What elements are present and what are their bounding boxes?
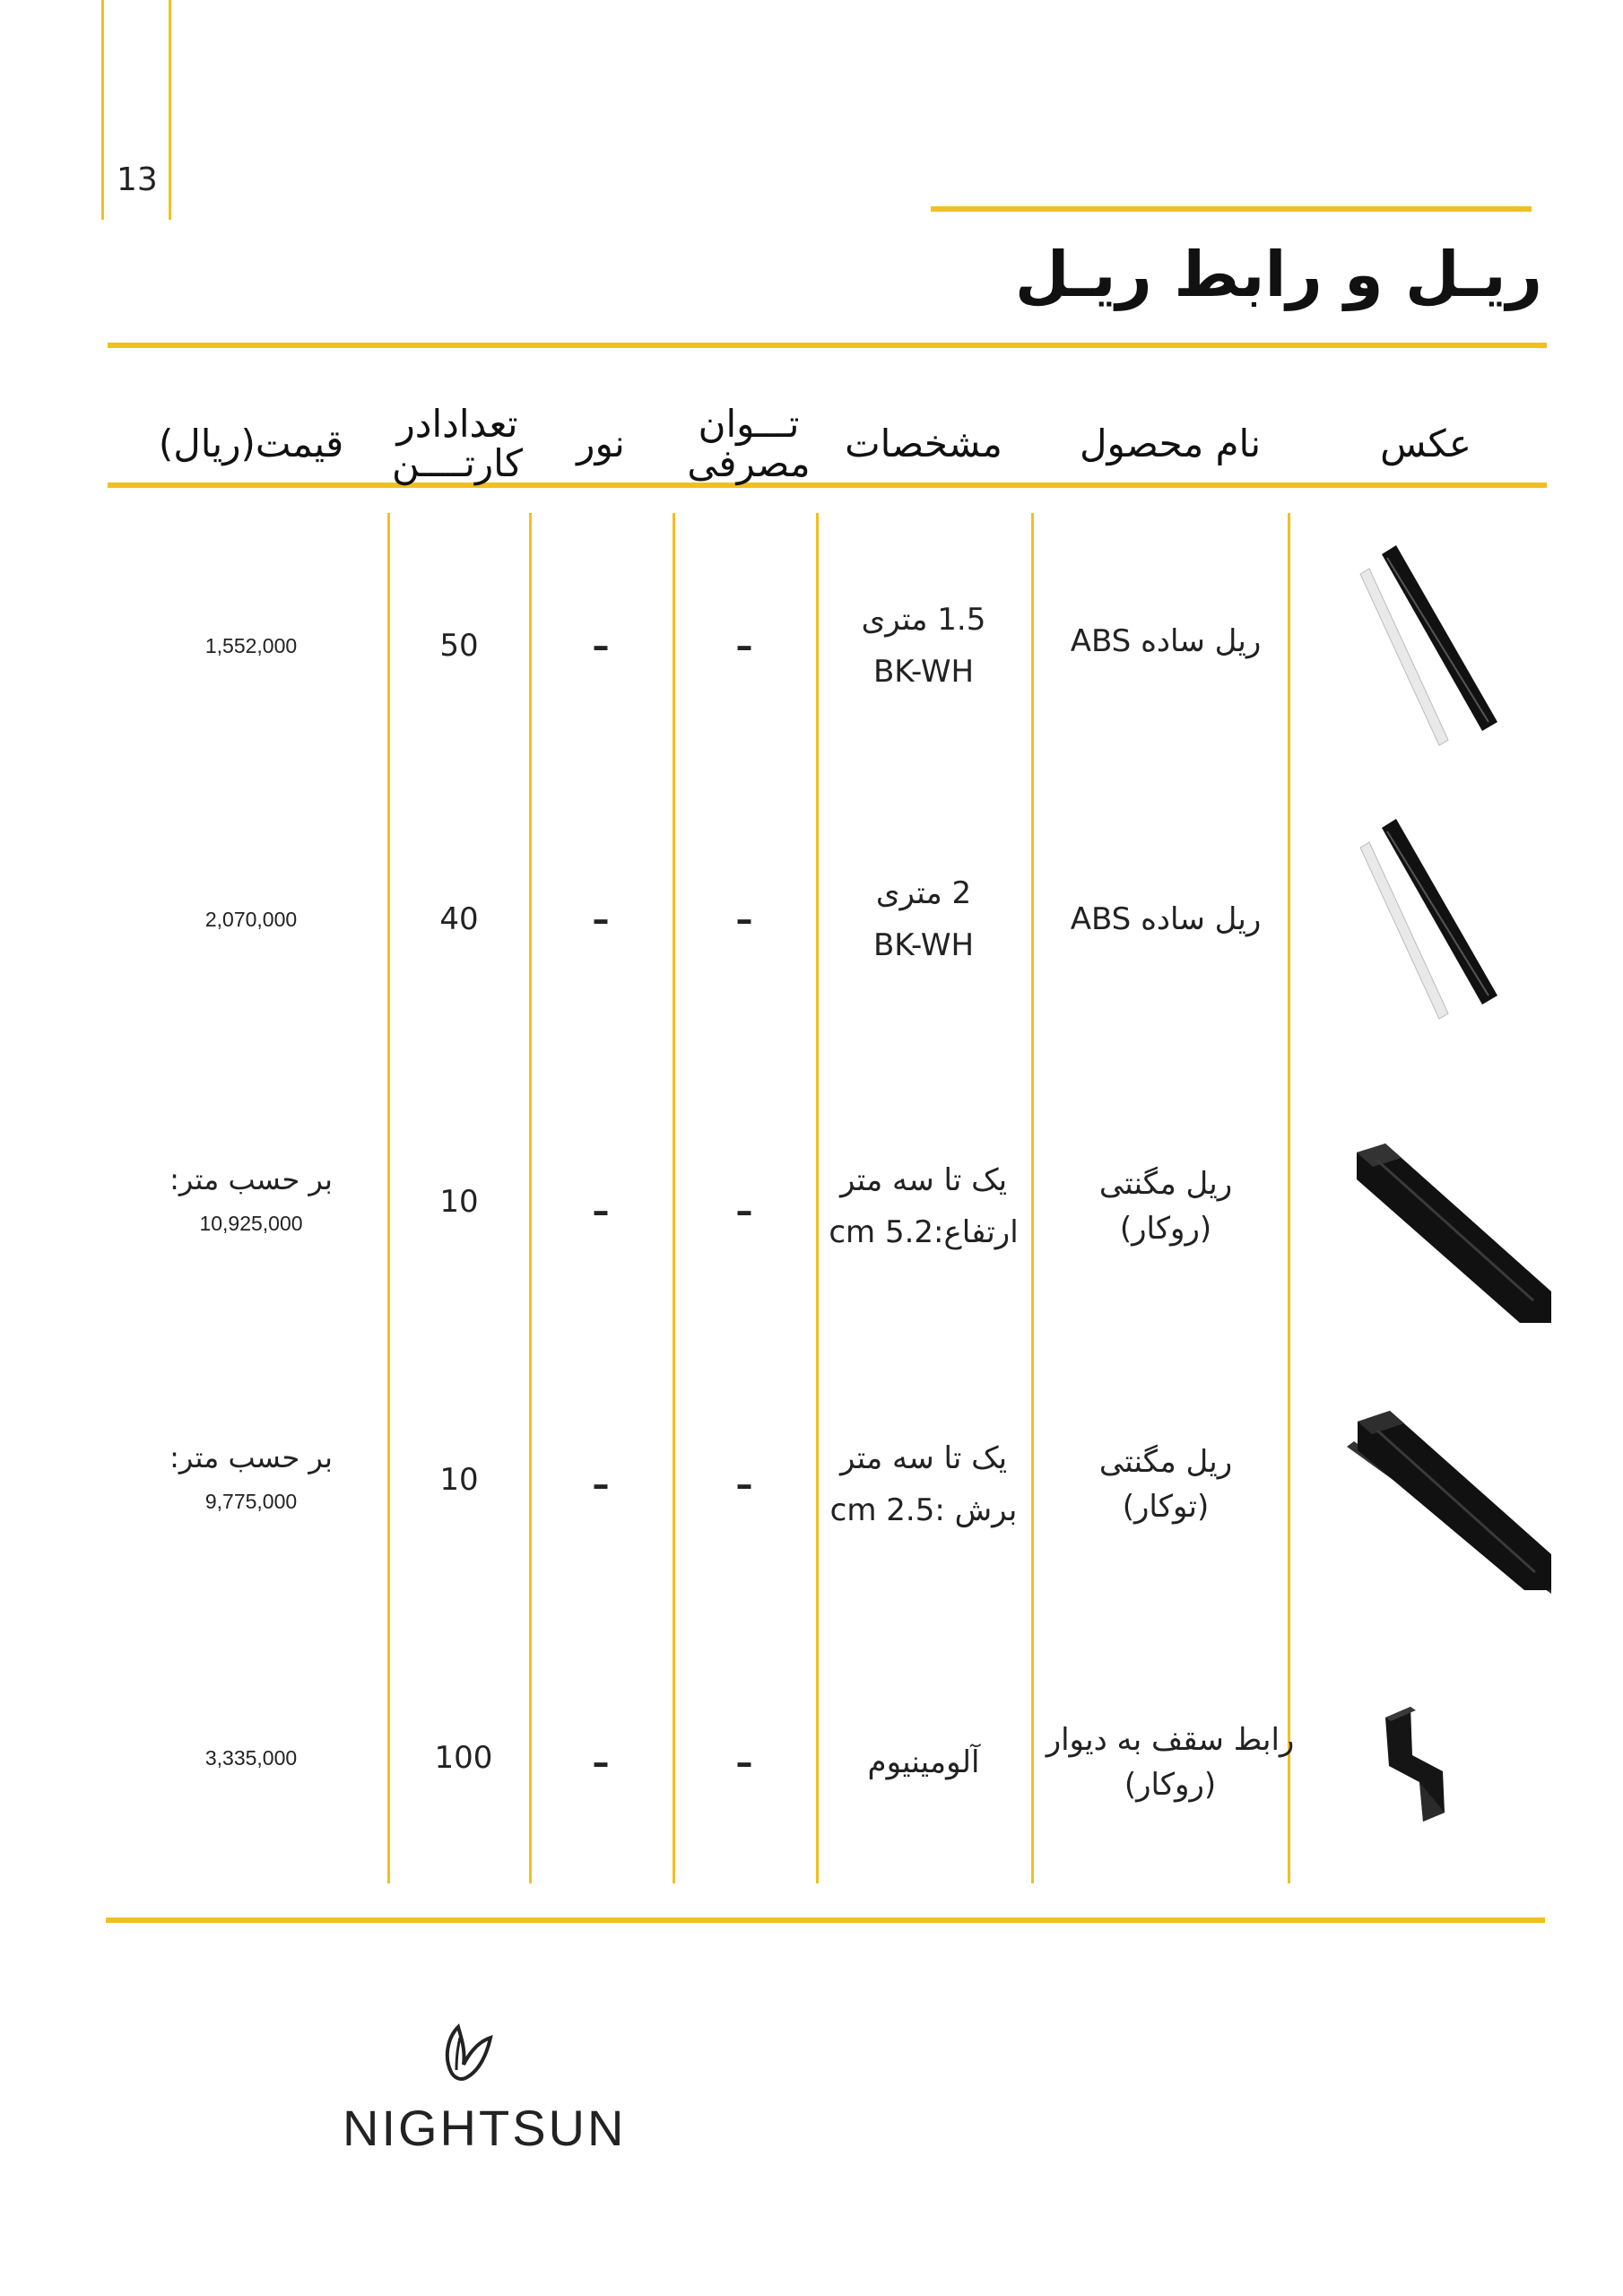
magnetic-rail-recessed-icon bbox=[1345, 1404, 1556, 1605]
row-3-spec-length: یک تا سه متر bbox=[839, 1162, 1008, 1198]
row-4-name-type: (توکار) bbox=[1122, 1489, 1210, 1525]
header-power bbox=[677, 395, 820, 493]
row-5-count: 100 bbox=[434, 1740, 493, 1776]
row-4-spec-length: یک تا سه متر bbox=[839, 1440, 1008, 1476]
page-margin-line-left bbox=[101, 0, 104, 220]
row-2-specs bbox=[820, 865, 1027, 973]
row-4-power: – bbox=[735, 1465, 753, 1504]
row-4-name-text: ریل مگنتی bbox=[1098, 1444, 1233, 1480]
row-1-price: 1,552,000 bbox=[204, 634, 298, 657]
row-2-light: – bbox=[592, 900, 610, 939]
row-1-spec-length: 1.5 متری bbox=[861, 602, 986, 638]
row-4-price bbox=[135, 1426, 368, 1543]
row-4-specs bbox=[820, 1431, 1027, 1538]
row-1-specs bbox=[820, 592, 1027, 700]
row-2-price: 2,070,000 bbox=[204, 908, 298, 931]
row-3-count: 10 bbox=[439, 1184, 479, 1220]
row-3-spec-height: ارتفاع:5.2 cm bbox=[829, 1214, 1019, 1250]
rail-black-white-icon bbox=[1350, 812, 1520, 1036]
column-divider bbox=[387, 513, 390, 1883]
row-1-power: – bbox=[735, 626, 753, 665]
row-1-light: – bbox=[592, 626, 610, 665]
row-3-name-text: ریل مگنتی bbox=[1098, 1166, 1233, 1202]
row-5-light: – bbox=[592, 1743, 610, 1782]
header-photo: عکس bbox=[1380, 422, 1471, 465]
rail-black-white-icon bbox=[1350, 538, 1520, 762]
header-product-name: نام محصول bbox=[1079, 422, 1262, 465]
header-top-line bbox=[108, 343, 1547, 348]
header-count-line2: کارتــــن bbox=[392, 441, 523, 485]
row-3-power: – bbox=[735, 1191, 753, 1231]
row-3-name bbox=[1040, 1157, 1291, 1256]
row-1-name-text: ریل ساده ABS bbox=[1070, 623, 1262, 659]
brand-logo bbox=[435, 2018, 498, 2089]
row-2-name bbox=[1040, 870, 1291, 969]
row-4-count: 10 bbox=[439, 1462, 479, 1498]
header-price: قیمت(ریال) bbox=[158, 422, 344, 465]
column-divider bbox=[529, 513, 532, 1883]
row-2-power: – bbox=[735, 900, 753, 939]
row-2-spec-color: BK-WH bbox=[872, 927, 975, 963]
row-4-name bbox=[1040, 1435, 1291, 1534]
row-3-name-type: (روکار) bbox=[1119, 1211, 1212, 1247]
table-bottom-line bbox=[106, 1918, 1545, 1923]
header-specs: مشخصات bbox=[845, 422, 1002, 465]
page-title: ریـل و رابط ریـل bbox=[1014, 238, 1542, 311]
row-4-price-label: بر حسب متر: bbox=[169, 1440, 333, 1474]
header-count-line1: تعدادادر bbox=[396, 402, 518, 446]
magnetic-rail-black-icon bbox=[1350, 1126, 1556, 1323]
title-top-line bbox=[931, 206, 1532, 212]
row-5-power: – bbox=[735, 1743, 753, 1782]
column-divider bbox=[816, 513, 819, 1883]
header-power-line2: مصرفی bbox=[687, 441, 811, 485]
product-image-magnetic-rail-recessed bbox=[1345, 1404, 1556, 1609]
row-5-name-text: رابط سقف به دیوار bbox=[1046, 1722, 1295, 1758]
header-power-line1: تـــوان bbox=[698, 402, 800, 446]
row-2-name-text: ریل ساده ABS bbox=[1070, 901, 1262, 937]
row-1-count: 50 bbox=[439, 628, 479, 664]
header-count bbox=[386, 395, 529, 493]
corner-connector-icon bbox=[1376, 1700, 1457, 1825]
row-1-name bbox=[1040, 592, 1291, 691]
row-4-price-value: 9,775,000 bbox=[204, 1490, 298, 1513]
row-4-spec-cut: برش :2.5 cm bbox=[829, 1492, 1018, 1528]
page-number: 13 bbox=[117, 161, 158, 198]
row-1-spec-color: BK-WH bbox=[872, 654, 975, 690]
row-3-price bbox=[135, 1148, 368, 1265]
row-3-price-value: 10,925,000 bbox=[199, 1212, 303, 1235]
row-3-specs bbox=[820, 1152, 1027, 1260]
brand-name: NIGHTSUN bbox=[343, 2100, 627, 2156]
product-image-ceiling-wall-connector bbox=[1376, 1700, 1457, 1829]
column-divider bbox=[1031, 513, 1034, 1883]
row-3-price-label: بر حسب متر: bbox=[169, 1162, 333, 1196]
row-3-light: – bbox=[592, 1191, 610, 1231]
row-5-name-type: (روکار) bbox=[1124, 1767, 1217, 1803]
row-4-light: – bbox=[592, 1465, 610, 1504]
row-5-price: 3,335,000 bbox=[204, 1746, 298, 1770]
row-5-spec-material: آلومینیوم bbox=[867, 1744, 980, 1780]
row-5-name bbox=[1040, 1713, 1300, 1812]
header-light: نور bbox=[577, 422, 625, 465]
row-5-specs bbox=[820, 1722, 1027, 1803]
nightsun-logo-icon bbox=[435, 2018, 498, 2085]
column-divider bbox=[673, 513, 675, 1883]
product-image-abs-rail-2m bbox=[1350, 812, 1520, 1039]
row-2-spec-length: 2 متری bbox=[875, 875, 972, 911]
product-image-magnetic-rail-surface bbox=[1350, 1126, 1556, 1326]
row-2-count: 40 bbox=[439, 901, 479, 937]
product-image-abs-rail-1-5m bbox=[1350, 538, 1520, 766]
page-margin-line-right bbox=[169, 0, 171, 220]
